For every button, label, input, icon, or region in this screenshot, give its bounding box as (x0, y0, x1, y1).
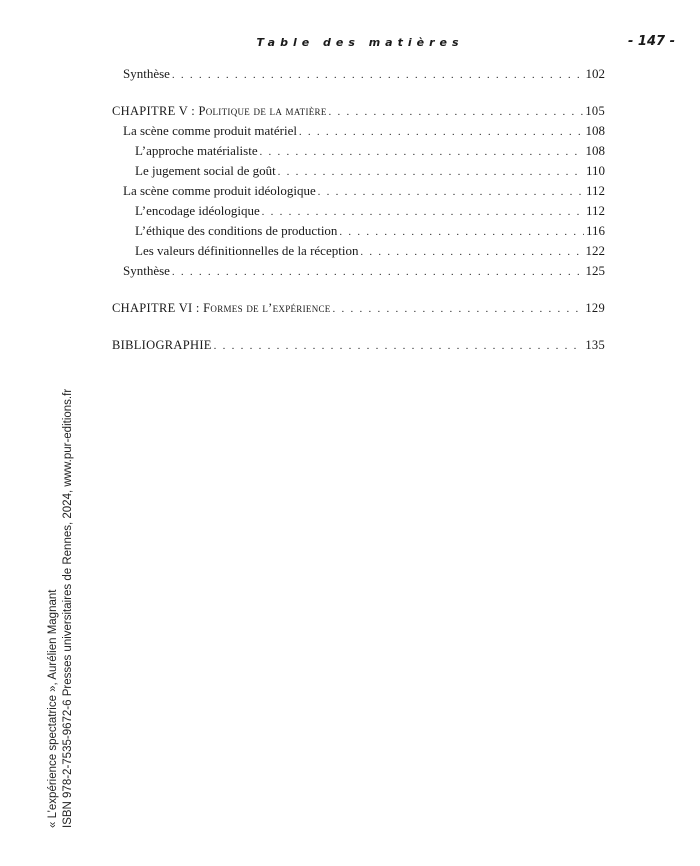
dot-leader (172, 66, 584, 86)
page-number: - 147 - (628, 34, 675, 49)
toc-bibliography-label: BIBLIOGRAPHIE (112, 338, 212, 352)
dot-leader (339, 223, 584, 243)
toc-entry-page: 125 (585, 263, 605, 278)
side-note-line-isbn: ISBN 978-2-7535-9672-6 Presses universitaires de Rennes, 2024, www.pur-editions.fr (62, 388, 74, 828)
toc-entry-label: La scène comme produit matériel (123, 123, 297, 138)
toc-entry-page: 108 (585, 143, 605, 158)
toc-entry-label: L’approche matérialiste (135, 143, 258, 158)
toc-entry-page: 122 (585, 243, 605, 258)
table-of-contents (112, 64, 605, 355)
dot-leader (278, 163, 584, 183)
toc-entry-page: 135 (585, 338, 605, 352)
toc-entry-label: Synthèse (123, 263, 170, 278)
toc-entry (112, 141, 605, 161)
toc-chapter-title: Formes de l’expérience (203, 301, 331, 315)
toc-chapter-number: CHAPITRE V : (112, 104, 199, 118)
toc-entry-label: Le jugement social de goût (135, 163, 276, 178)
toc-entry-page: 108 (585, 123, 605, 138)
toc-entry (112, 64, 605, 84)
toc-entry-page: 112 (585, 203, 605, 218)
dot-leader (260, 143, 584, 163)
dot-leader (333, 300, 584, 320)
toc-entry-label: L’éthique des conditions de production (135, 223, 338, 238)
copyright-side-note (46, 389, 76, 828)
toc-chapter-entry (112, 335, 605, 355)
toc-entry-page: 116 (585, 223, 605, 238)
dot-leader (172, 263, 584, 283)
toc-entry-page: 105 (585, 104, 605, 118)
toc-chapter-label (112, 101, 327, 121)
toc-chapter-title: Politique de la matière (198, 104, 327, 118)
toc-entry (112, 121, 605, 141)
toc-entry-page: 110 (585, 163, 605, 178)
dot-leader (262, 203, 584, 223)
toc-entry-label: La scène comme produit idéologique (123, 183, 316, 198)
dot-leader (318, 183, 584, 203)
toc-entry (112, 181, 605, 201)
toc-chapter-number: CHAPITRE VI : (112, 301, 204, 315)
toc-entry-label: Synthèse (123, 66, 170, 81)
toc-chapter-entry (112, 101, 605, 121)
dot-leader (360, 243, 583, 263)
toc-entry (112, 241, 605, 261)
toc-entry (112, 161, 605, 181)
toc-entry-page: 112 (585, 183, 605, 198)
toc-entry-page: 102 (585, 66, 605, 81)
toc-entry (112, 261, 605, 281)
toc-entry (112, 201, 605, 221)
running-title: Table des matières (256, 36, 464, 49)
toc-chapter-entry (112, 298, 605, 318)
toc-entry-label: Les valeurs définitionnelles de la réception (135, 243, 359, 258)
toc-chapter-label (112, 298, 331, 318)
toc-entry-page: 129 (585, 301, 605, 315)
dot-leader (329, 103, 584, 123)
dot-leader (214, 337, 584, 357)
toc-entry (112, 221, 605, 241)
toc-entry-label: L’encodage idéologique (135, 203, 260, 218)
side-note-line-title: « L’expérience spectatrice », Aurélien Magnant (47, 589, 59, 828)
dot-leader (299, 123, 584, 143)
